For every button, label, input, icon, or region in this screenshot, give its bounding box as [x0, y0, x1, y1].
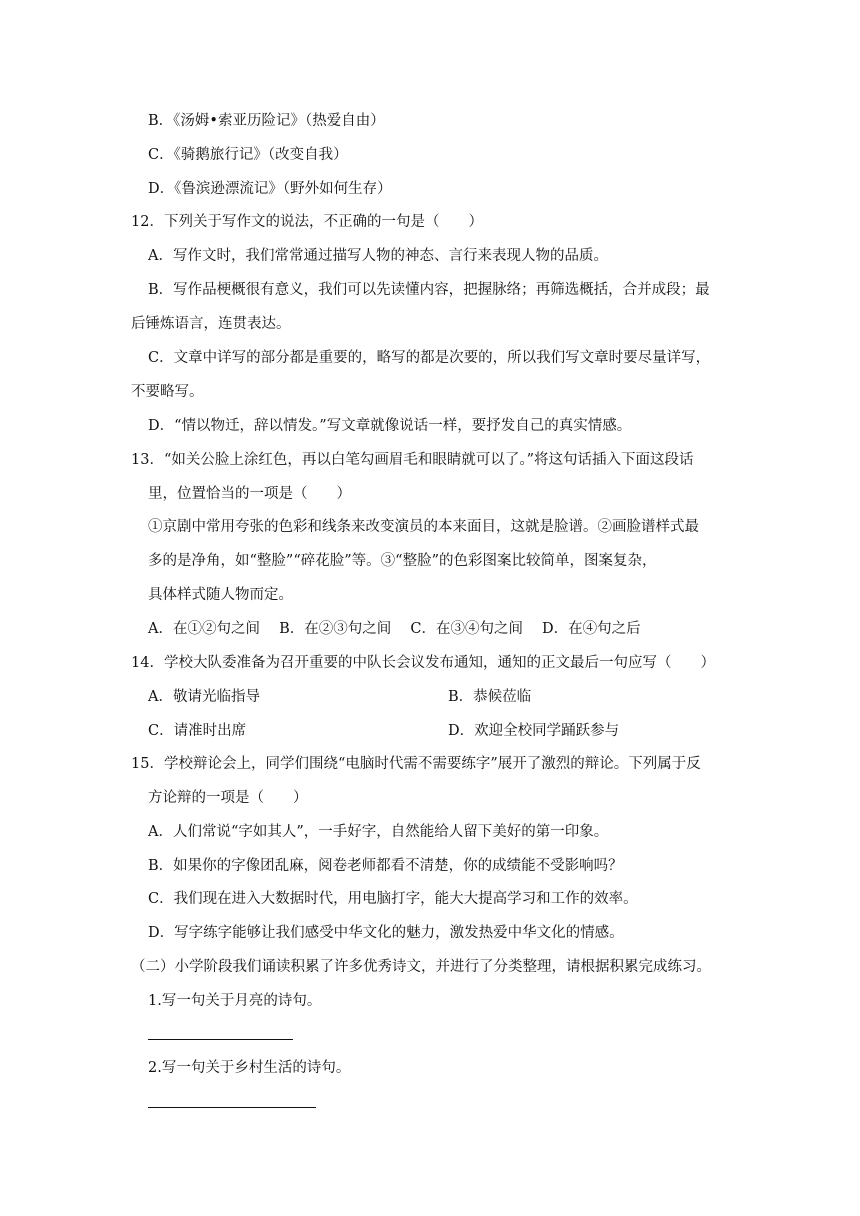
- answer-blank-2[interactable]: [148, 1107, 316, 1108]
- q12-option-b-line1: B．写作品梗概很有意义，我们可以先读懂内容，把握脉络；再筛选概括，合并成段；最: [148, 282, 710, 298]
- q15-option-c: C．我们现在进入大数据时代，用电脑打字，能大大提高学习和工作的效率。: [148, 891, 638, 907]
- q14-option-a: A．敬请光临指导: [148, 689, 260, 705]
- section2-task-1: 1.写一句关于月亮的诗句。: [148, 993, 322, 1009]
- q15-option-d: D．写字练字能够让我们感受中华文化的魅力，激发热爱中华文化的情感。: [148, 925, 624, 941]
- q14-stem: 14．学校大队委准备为召开重要的中队长会议发布通知，通知的正文最后一句应写（ ）: [131, 655, 715, 671]
- section2-task-2: 2.写一句关于乡村生活的诗句。: [148, 1060, 351, 1076]
- q13-stem-line2: 里，位置恰当的一项是（ ）: [148, 486, 351, 502]
- q12-option-c-line2: 不要略写。: [131, 384, 204, 400]
- q14-option-c: C．请准时出席: [148, 723, 247, 739]
- q11-option-b: B．《汤姆•索亚历险记》（热爱自由）: [148, 113, 385, 129]
- answer-blank-1[interactable]: [148, 1039, 293, 1040]
- section2-intro: （二）小学阶段我们诵读积累了许多优秀诗文，并进行了分类整理，请根据积累完成练习。: [131, 959, 711, 975]
- q15-stem-line2: 方论辩的一项是（ ）: [148, 790, 308, 806]
- q13-passage-line3: 具体样式随人物而定。: [148, 587, 293, 603]
- q12-option-b-line2: 后锤炼语言，连贯表达。: [131, 316, 291, 332]
- q13-passage-line2: 多的是净角，如“整脸”“碎花脸”等。③“整脸”的色彩图案比较简单，图案复杂，: [148, 553, 657, 569]
- q11-option-d: D．《鲁滨逊漂流记》（野外如何生存）: [148, 181, 392, 197]
- q13-passage-line1: ①京剧中常用夸张的色彩和线条来改变演员的本来面目，这就是脸谱。②画脸谱样式最: [148, 519, 699, 535]
- q15-option-a: A．人们常说“字如其人”，一手好字，自然能给人留下美好的第一印象。: [148, 824, 609, 840]
- q12-stem: 12．下列关于写作文的说法，不正确的一句是（ ）: [131, 214, 483, 230]
- q15-stem-line1: 15．学校辩论会上，同学们围绕“电脑时代需不需要练字”展开了激烈的辩论。下列属于反: [131, 756, 701, 772]
- q11-option-c: C．《骑鹅旅行记》（改变自我）: [148, 147, 348, 163]
- q15-option-b: B．如果你的字像团乱麻，阅卷老师都看不清楚，你的成绩能不受影响吗？: [148, 858, 623, 874]
- q13-options: A．在①②句之间 B．在②③句之间 C．在③④句之间 D．在④句之后: [148, 621, 641, 637]
- q12-option-c-line1: C．文章中详写的部分都是重要的，略写的都是次要的，所以我们写文章时要尽量详写，: [148, 350, 711, 366]
- q12-option-d: D．“情以物迁，辞以情发。”写文章就像说话一样，要抒发自己的真实情感。: [148, 418, 632, 434]
- q14-option-b: B．恭候莅临: [448, 689, 532, 705]
- q14-option-d: D．欢迎全校同学踊跃参与: [448, 723, 620, 739]
- q12-option-a: A．写作文时，我们常常通过描写人物的神态、言行来表现人物的品质。: [148, 248, 608, 264]
- q13-stem-line1: 13．“如关公脸上涂红色，再以白笔勾画眉毛和眼睛就可以了。”将这句话插入下面这段话: [131, 452, 694, 468]
